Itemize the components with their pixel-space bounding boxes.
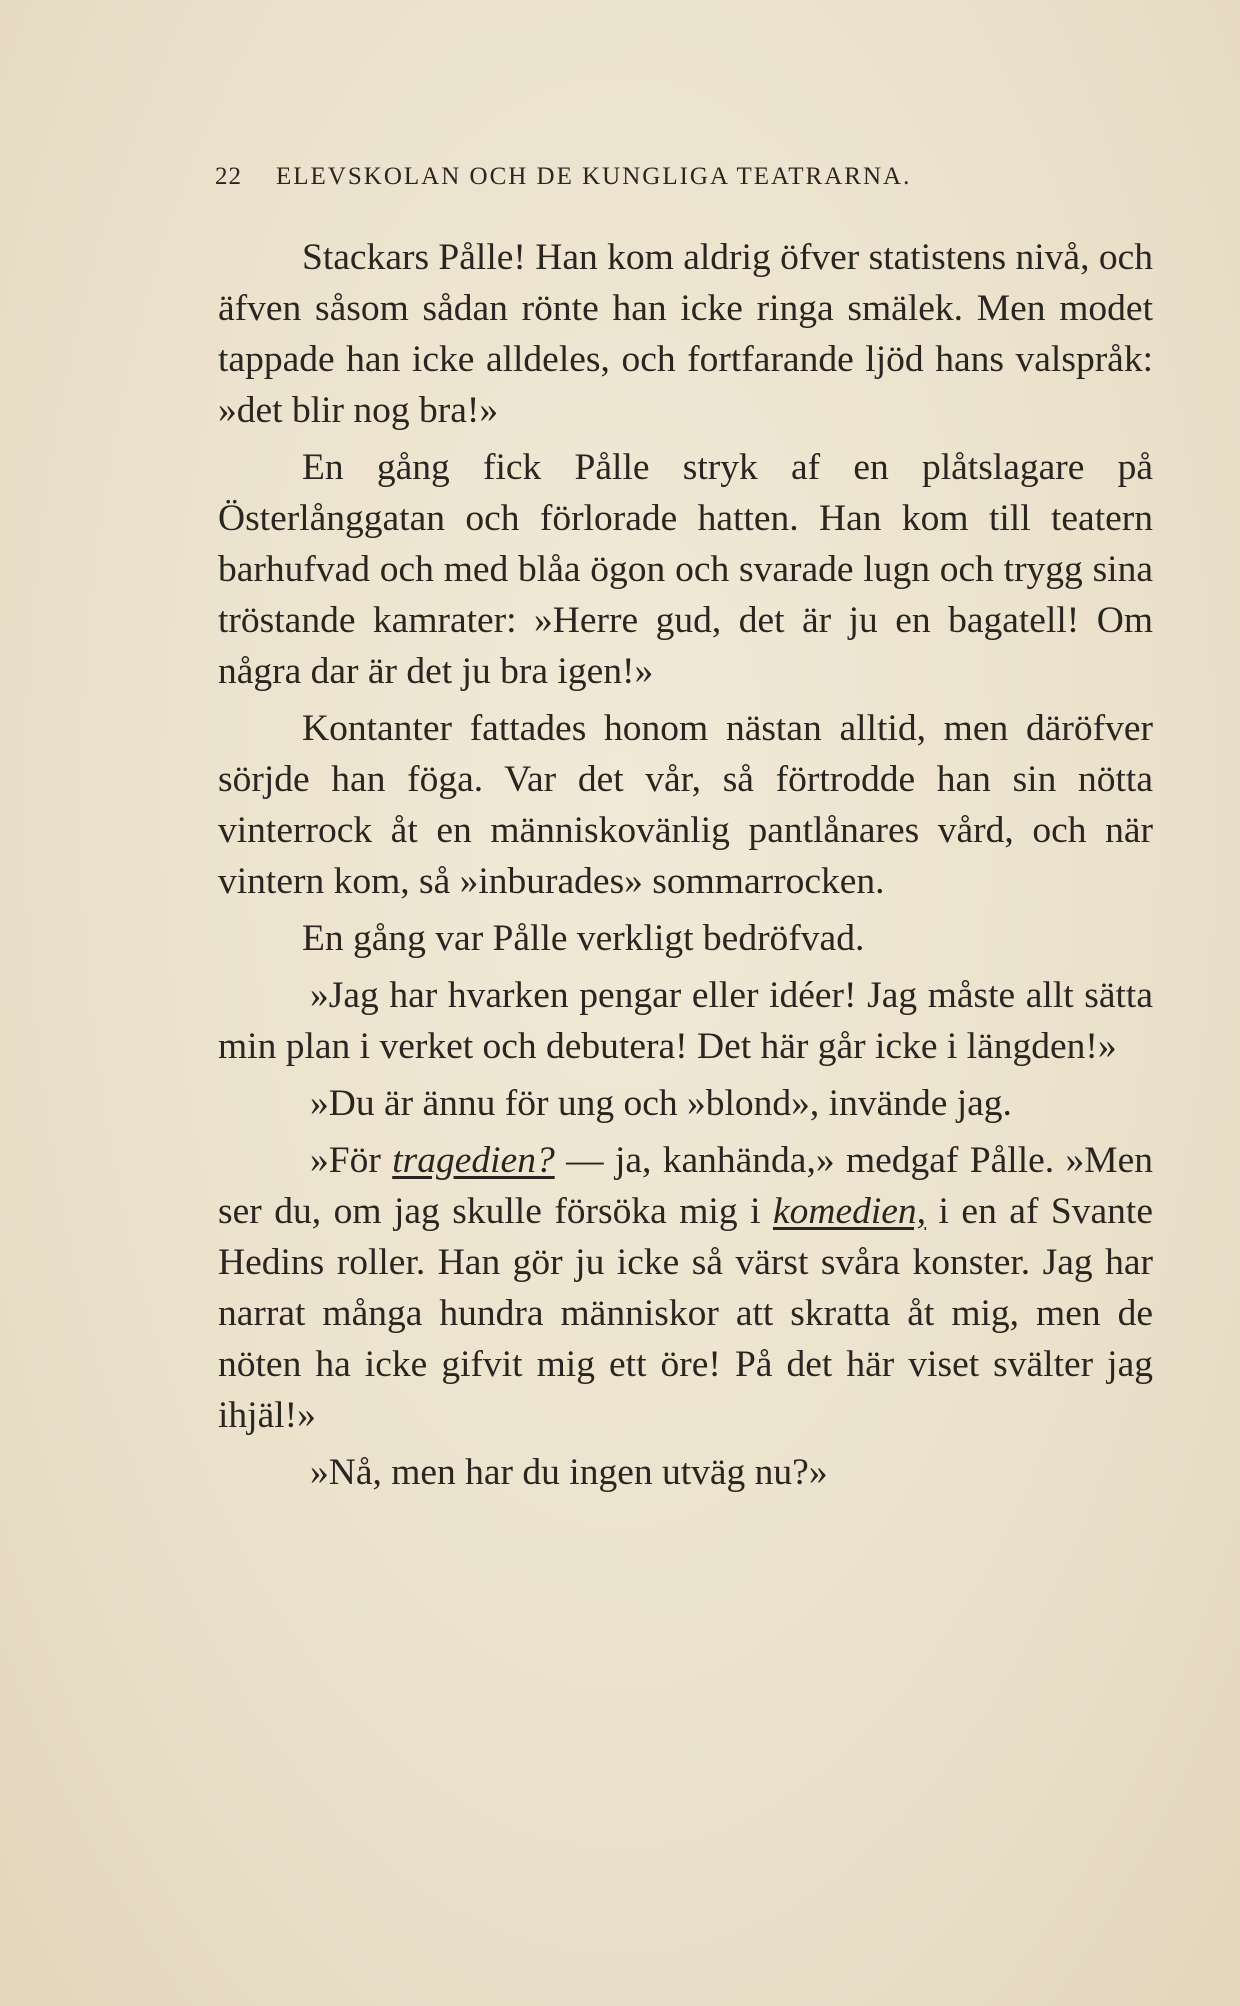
running-title: ELEVSKOLAN OCH DE KUNGLIGA TEATRARNA. — [276, 163, 912, 190]
running-header — [215, 163, 1055, 191]
paragraph-segment: »För — [310, 1140, 393, 1181]
paragraph-segment: — ja, kanhända,» medgaf Pålle. »Men ser du, om jag skulle försöka mig i — [218, 1140, 1153, 1232]
paragraph: »Du är ännu för ung och »blond», invände jag. — [310, 1083, 1012, 1124]
paragraph: En gång var Pålle verkligt bedröfvad. — [302, 918, 865, 959]
paragraph: En gång fick Pålle stryk af en plåtslagare på Österlånggatan och förlorade hatten. Han kom till teatern barhufvad och med blåa ögon och svarade lugn och trygg sina tröstande kamrater: »Herre gud, det är ju en bagatell! Om några dar är det ju bra igen!» — [218, 447, 1153, 692]
paragraph — [218, 1135, 1153, 1441]
paragraph: Stackars Pålle! Han kom aldrig öfver statistens nivå, och äfven såsom sådan rönte han icke ringa smälek. Men modet tappade han icke alldeles, och fortfarande ljöd hans valspråk: »det blir nog bra!» — [218, 237, 1153, 431]
italic-word: komedien, — [772, 1191, 927, 1232]
page-number: 22 — [215, 163, 242, 190]
paragraph: »Nå, men har du ingen utväg nu?» — [310, 1452, 828, 1493]
body-text — [218, 232, 1153, 1504]
paragraph: Kontanter fattades honom nästan alltid, men däröfver sörjde han föga. Var det vår, så förtrodde han sin nötta vinterrock åt en människovänlig pantlånares vård, och när vintern kom, så »inburades» sommarrocken. — [218, 708, 1153, 902]
italic-word: tragedien? — [392, 1140, 555, 1181]
paragraph: »Jag har hvarken pengar eller idéer! Jag måste allt sätta min plan i verket och debutera! Det här går icke i längden!» — [218, 975, 1153, 1067]
paragraph-segment: i en af Svante Hedins roller. Han gör ju icke så värst svåra konster. Jag har narrat många hundra människor att skratta åt mig, men de nöten ha icke gifvit mig ett öre! På det här viset svälter jag ihjäl!» — [218, 1191, 1153, 1436]
